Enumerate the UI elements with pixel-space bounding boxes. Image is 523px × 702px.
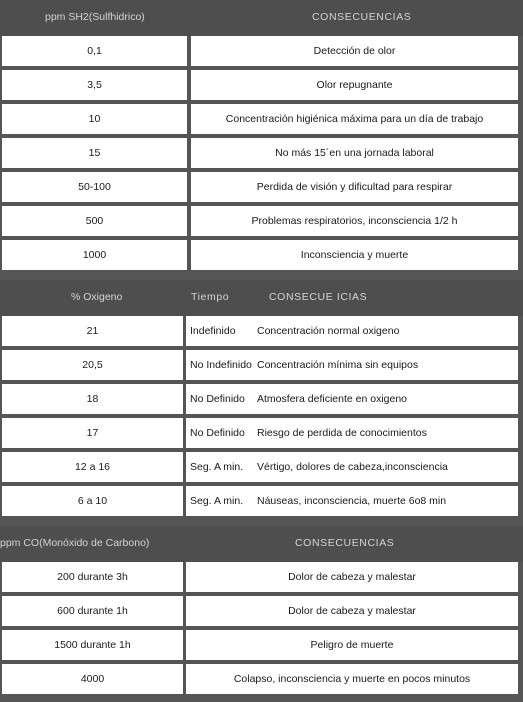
h2s-consequence-cell: Problemas respiratorios, inconsciencia 1/2 h xyxy=(191,206,518,236)
h2s-consequence-cell: Concentración higiénica máxima para un día de trabajo xyxy=(191,104,518,134)
co-header-consequences: CONSECUENCIAS xyxy=(295,537,395,549)
table-row xyxy=(0,452,523,482)
oxygen-detail-cell xyxy=(186,418,518,448)
h2s-value-cell: 500 xyxy=(2,206,187,236)
h2s-value-cell: 0,1 xyxy=(2,36,187,66)
table-row xyxy=(0,350,523,380)
oxygen-detail-cell xyxy=(186,316,518,346)
oxygen-detail-cell xyxy=(186,384,518,414)
oxygen-header-time: Tiempo xyxy=(191,291,230,303)
table-row xyxy=(0,316,523,346)
table-row xyxy=(0,384,523,414)
co-consequence-cell: Dolor de cabeza y malestar xyxy=(186,562,518,592)
table-row xyxy=(0,486,523,516)
co-value-cell: 4000 xyxy=(2,664,183,694)
oxygen-time-text: No Definido xyxy=(190,427,245,439)
co-table xyxy=(0,526,523,698)
oxygen-header-consequences: CONSECUE ICIAS xyxy=(269,291,368,303)
table-row xyxy=(0,172,523,202)
co-value-cell: 600 durante 1h xyxy=(2,596,183,626)
oxygen-header-percent: % Oxigeno xyxy=(71,291,123,303)
table-row xyxy=(0,664,523,694)
h2s-value-cell: 1000 xyxy=(2,240,187,270)
oxygen-value-cell: 21 xyxy=(2,316,183,346)
co-consequence-cell: Colapso, inconsciencia y muerte en pocos minutos xyxy=(186,664,518,694)
oxygen-detail-cell xyxy=(186,486,518,516)
co-value-cell: 1500 durante 1h xyxy=(2,630,183,660)
oxygen-time-text: No Definido xyxy=(190,393,245,405)
oxygen-table xyxy=(0,280,523,520)
oxygen-value-cell: 6 a 10 xyxy=(2,486,183,516)
oxygen-header xyxy=(0,280,523,316)
h2s-value-cell: 3,5 xyxy=(2,70,187,100)
oxygen-time-text: Seg. A min. xyxy=(190,461,244,473)
table-row xyxy=(0,596,523,626)
oxygen-value-cell: 17 xyxy=(2,418,183,448)
co-value-cell: 200 durante 3h xyxy=(2,562,183,592)
table-row xyxy=(0,240,523,270)
co-consequence-cell: Peligro de muerte xyxy=(186,630,518,660)
oxygen-time-text: Seg. A min. xyxy=(190,495,244,507)
oxygen-consequence-text: Atmosfera deficiente en oxigeno xyxy=(257,393,408,405)
co-consequence-cell: Dolor de cabeza y malestar xyxy=(186,596,518,626)
oxygen-consequence-text: Riesgo de perdida de conocimientos xyxy=(257,427,427,439)
h2s-value-cell: 15 xyxy=(2,138,187,168)
table-row xyxy=(0,104,523,134)
table-row xyxy=(0,418,523,448)
oxygen-detail-cell xyxy=(186,350,518,380)
table-row xyxy=(0,138,523,168)
h2s-header-ppm: ppm SH2(Sulfhidrico) xyxy=(45,11,145,23)
oxygen-consequence-text: Náuseas, inconsciencia, muerte 6o8 min xyxy=(257,495,447,507)
table-row xyxy=(0,562,523,592)
table-row xyxy=(0,36,523,66)
table-row xyxy=(0,206,523,236)
table-row xyxy=(0,70,523,100)
h2s-consequence-cell: Perdida de visión y dificultad para respirar xyxy=(191,172,518,202)
table-row xyxy=(0,630,523,660)
h2s-consequence-cell: No más 15´en una jornada laboral xyxy=(191,138,518,168)
oxygen-value-cell: 12 a 16 xyxy=(2,452,183,482)
h2s-header-consequences: CONSECUENCIAS xyxy=(312,11,412,23)
oxygen-time-text: No Indefinido xyxy=(190,359,252,371)
oxygen-time-text: Indefinido xyxy=(190,325,236,337)
h2s-value-cell: 10 xyxy=(2,104,187,134)
co-header xyxy=(0,526,523,562)
oxygen-value-cell: 20,5 xyxy=(2,350,183,380)
h2s-consequence-cell: Detección de olor xyxy=(191,36,518,66)
h2s-header xyxy=(0,0,523,36)
h2s-table xyxy=(0,0,523,274)
h2s-consequence-cell: Olor repugnante xyxy=(191,70,518,100)
oxygen-consequence-text: Vértigo, dolores de cabeza,inconsciencia xyxy=(257,461,448,473)
h2s-value-cell: 50-100 xyxy=(2,172,187,202)
h2s-consequence-cell: Inconsciencia y muerte xyxy=(191,240,518,270)
co-header-ppm: ppm CO(Monóxido de Carbono) xyxy=(0,537,150,549)
oxygen-consequence-text: Concentración normal oxigeno xyxy=(257,325,400,337)
oxygen-consequence-text: Concentración mínima sin equipos xyxy=(257,359,419,371)
oxygen-detail-cell xyxy=(186,452,518,482)
oxygen-value-cell: 18 xyxy=(2,384,183,414)
